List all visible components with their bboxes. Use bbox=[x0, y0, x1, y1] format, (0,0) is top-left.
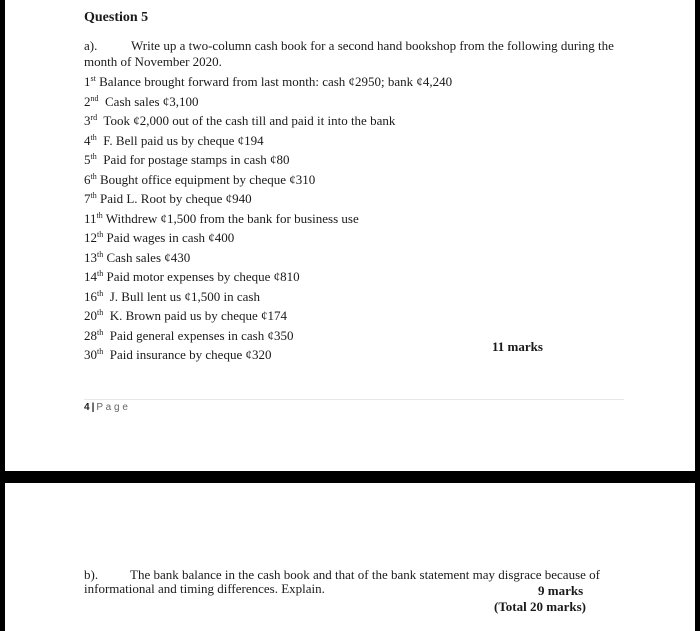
transaction-text: Balance brought forward from last month: cash ¢2950; bank ¢4,240 bbox=[95, 74, 453, 89]
transaction-day: 4 bbox=[84, 132, 91, 148]
transaction-item bbox=[84, 306, 544, 326]
day-suffix: th bbox=[90, 132, 97, 142]
transaction-item bbox=[84, 209, 544, 229]
transaction-day: 1 bbox=[84, 74, 91, 89]
transaction-text: Paid general expenses in cash ¢350 bbox=[103, 327, 294, 343]
day-suffix: th bbox=[97, 249, 104, 259]
transaction-text: Paid motor expenses by cheque ¢810 bbox=[103, 269, 300, 284]
part-b-marks: 9 marks bbox=[538, 583, 584, 598]
question-title: Question 5 bbox=[84, 10, 149, 25]
transaction-day: 20 bbox=[84, 308, 97, 323]
part-a-text: Write up a two-column cash book for a second hand bookshop from the following during the month of November 2020. bbox=[84, 38, 614, 69]
transaction-day: 12 bbox=[84, 230, 97, 245]
transaction-day: 11 bbox=[84, 210, 97, 226]
day-suffix: st bbox=[90, 74, 96, 83]
part-b-text: The bank balance in the cash book and that of the bank statement may disgrace because of informational and timing differences. Explain. bbox=[84, 567, 600, 596]
part-a-instruction bbox=[84, 38, 624, 70]
day-suffix: nd bbox=[90, 93, 99, 103]
day-suffix: th bbox=[96, 210, 103, 220]
transaction-day: 2 bbox=[84, 93, 91, 109]
page-number: 4 bbox=[84, 402, 90, 413]
transaction-day: 5 bbox=[84, 152, 91, 167]
day-suffix: th bbox=[97, 327, 104, 337]
day-suffix: th bbox=[97, 347, 104, 356]
transaction-text: Withdrew ¢1,500 from the bank for business use bbox=[102, 210, 359, 226]
transaction-text: Cash sales ¢430 bbox=[103, 249, 191, 265]
transaction-day: 16 bbox=[84, 288, 97, 304]
transaction-text: Bought office equipment by cheque ¢310 bbox=[96, 171, 316, 187]
transaction-text: Cash sales ¢3,100 bbox=[98, 93, 199, 109]
transaction-text: K. Brown paid us by cheque ¢174 bbox=[103, 308, 288, 323]
day-suffix: th bbox=[97, 288, 104, 298]
transaction-item bbox=[84, 72, 544, 92]
document-page-1 bbox=[5, 0, 695, 471]
transaction-item bbox=[84, 326, 544, 346]
day-suffix: th bbox=[97, 230, 104, 239]
transaction-list bbox=[84, 72, 544, 365]
transaction-text: Took ¢2,000 out of the cash till and paid it into the bank bbox=[97, 113, 396, 128]
document-page-2 bbox=[5, 483, 695, 631]
transaction-day: 14 bbox=[84, 269, 97, 284]
transaction-item bbox=[84, 345, 544, 365]
page-word: P a g e bbox=[96, 402, 128, 413]
transaction-day: 30 bbox=[84, 347, 97, 362]
transaction-item bbox=[84, 287, 544, 307]
transaction-item bbox=[84, 267, 544, 287]
transaction-text: F. Bell paid us by cheque ¢194 bbox=[96, 132, 264, 148]
transaction-day: 6 bbox=[84, 171, 91, 187]
transaction-text: J. Bull lent us ¢1,500 in cash bbox=[103, 288, 260, 304]
transaction-text: Paid for postage stamps in cash ¢80 bbox=[96, 152, 290, 167]
part-a-marks: 11 marks bbox=[492, 339, 543, 354]
day-suffix: th bbox=[90, 171, 97, 181]
transaction-item bbox=[84, 189, 544, 209]
part-b-label: b). bbox=[84, 567, 99, 582]
transaction-text: Paid insurance by cheque ¢320 bbox=[103, 347, 272, 362]
transaction-item bbox=[84, 92, 544, 112]
day-suffix: th bbox=[97, 269, 104, 278]
day-suffix: th bbox=[90, 191, 97, 200]
day-suffix: rd bbox=[90, 113, 98, 122]
transaction-day: 7 bbox=[84, 191, 91, 206]
transaction-item bbox=[84, 228, 544, 248]
transaction-item bbox=[84, 150, 544, 170]
transaction-text: Paid L. Root by cheque ¢940 bbox=[96, 191, 252, 206]
footer-divider bbox=[84, 399, 624, 400]
day-suffix: th bbox=[90, 152, 97, 161]
transaction-day: 13 bbox=[84, 249, 97, 265]
transaction-item bbox=[84, 248, 544, 268]
part-a-label: a). bbox=[84, 38, 98, 53]
transaction-day: 28 bbox=[84, 327, 97, 343]
page-footer bbox=[84, 402, 128, 413]
transaction-day: 3 bbox=[84, 113, 91, 128]
day-suffix: th bbox=[97, 308, 104, 317]
transaction-text: Paid wages in cash ¢400 bbox=[103, 230, 235, 245]
transaction-item bbox=[84, 131, 544, 151]
transaction-item bbox=[84, 170, 544, 190]
footer-separator: | bbox=[91, 402, 95, 413]
transaction-item bbox=[84, 111, 544, 131]
total-marks: (Total 20 marks) bbox=[494, 599, 586, 614]
